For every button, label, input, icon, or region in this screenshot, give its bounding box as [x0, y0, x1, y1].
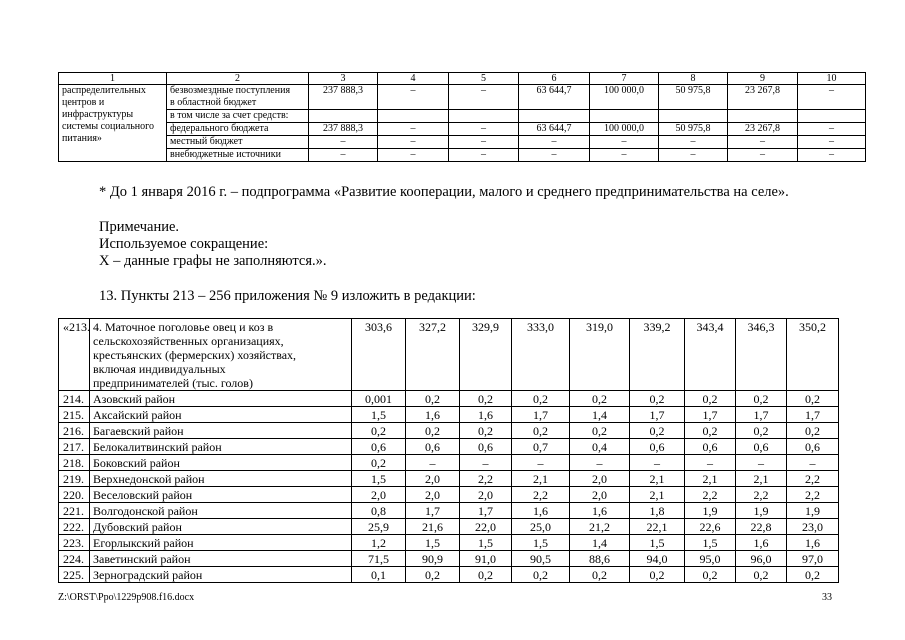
amount-cell: 23 267,8 — [728, 123, 798, 136]
amount-cell: 63 644,7 — [519, 123, 590, 136]
value-cell: 343,4 — [685, 319, 736, 391]
column-number: 8 — [659, 73, 728, 85]
amount-cell: – — [378, 85, 449, 110]
budget-table — [58, 72, 866, 162]
value-cell: 1,4 — [570, 535, 630, 551]
district-name: Аксайский район — [90, 407, 352, 423]
amount-cell: 50 975,8 — [659, 123, 728, 136]
value-cell: 1,2 — [352, 535, 406, 551]
page-number: 33 — [822, 592, 832, 603]
value-cell: – — [787, 455, 839, 471]
value-cell: 1,7 — [736, 407, 787, 423]
funding-source-label: федерального бюджета — [167, 123, 309, 136]
value-cell: 303,6 — [352, 319, 406, 391]
row-index: 214. — [59, 391, 90, 407]
value-cell: 0,2 — [630, 423, 685, 439]
program-name-cell: распределительных центров и инфраструктуры системы социального питания» — [59, 85, 167, 162]
amount-cell — [309, 110, 378, 123]
row-index: 223. — [59, 535, 90, 551]
value-cell: 2,0 — [570, 487, 630, 503]
value-cell: 0,6 — [460, 439, 512, 455]
value-cell: 1,7 — [406, 503, 460, 519]
district-name: Белокалитвинский район — [90, 439, 352, 455]
value-cell: 2,2 — [787, 471, 839, 487]
value-cell: 1,6 — [787, 535, 839, 551]
value-cell: 0,2 — [736, 391, 787, 407]
value-cell: 1,6 — [512, 503, 570, 519]
row-index: 221. — [59, 503, 90, 519]
table-row — [59, 136, 866, 149]
column-number: 9 — [728, 73, 798, 85]
value-cell: 1,7 — [460, 503, 512, 519]
value-cell: 1,5 — [352, 471, 406, 487]
table-row — [59, 487, 839, 503]
amount-cell — [659, 110, 728, 123]
value-cell: 0,2 — [406, 567, 460, 583]
amount-cell: – — [378, 123, 449, 136]
district-name: Боковский район — [90, 455, 352, 471]
value-cell: 97,0 — [787, 551, 839, 567]
amount-cell: – — [728, 149, 798, 162]
amount-cell: – — [798, 149, 866, 162]
amount-cell: 100 000,0 — [590, 123, 659, 136]
value-cell: 0,2 — [570, 567, 630, 583]
column-number: 5 — [449, 73, 519, 85]
amount-cell — [449, 110, 519, 123]
value-cell: 1,6 — [736, 535, 787, 551]
value-cell: 329,9 — [460, 319, 512, 391]
livestock-table-body — [59, 319, 839, 583]
value-cell: 0,2 — [352, 455, 406, 471]
value-cell: 1,8 — [630, 503, 685, 519]
value-cell: 1,5 — [406, 535, 460, 551]
row-index: 222. — [59, 519, 90, 535]
value-cell: 1,7 — [787, 407, 839, 423]
value-cell: 0,2 — [460, 423, 512, 439]
value-cell: 25,0 — [512, 519, 570, 535]
amount-cell — [519, 110, 590, 123]
value-cell: 0,2 — [512, 423, 570, 439]
row-index: 215. — [59, 407, 90, 423]
note-abbreviation: Используемое сокращение: — [99, 236, 269, 252]
amount-cell — [378, 110, 449, 123]
value-cell: 0,2 — [406, 391, 460, 407]
row-index: 224. — [59, 551, 90, 567]
column-number: 4 — [378, 73, 449, 85]
value-cell: 2,2 — [460, 471, 512, 487]
district-name: Зерноградский район — [90, 567, 352, 583]
value-cell: 0,2 — [787, 423, 839, 439]
value-cell: 2,0 — [406, 471, 460, 487]
district-name: Азовский район — [90, 391, 352, 407]
value-cell: – — [512, 455, 570, 471]
amount-cell: – — [309, 136, 378, 149]
table-row — [59, 519, 839, 535]
value-cell: 22,0 — [460, 519, 512, 535]
district-name: Веселовский район — [90, 487, 352, 503]
value-cell: 0,1 — [352, 567, 406, 583]
value-cell: 2,1 — [630, 471, 685, 487]
value-cell: 0,2 — [787, 567, 839, 583]
table-row — [59, 471, 839, 487]
column-number: 10 — [798, 73, 866, 85]
value-cell: 0,8 — [352, 503, 406, 519]
item-13-text: 13. Пункты 213 – 256 приложения № 9 изложить в редакции: — [99, 288, 476, 304]
note-title: Примечание. — [99, 219, 180, 235]
indicator-name: 4. Маточное поголовье овец и коз в сельскохозяйственных организациях, крестьянских (фермерских) хозяйствах, включая индивидуальных предпринимателей (тыс. голов) — [90, 319, 352, 391]
value-cell: 333,0 — [512, 319, 570, 391]
value-cell: 0,2 — [460, 391, 512, 407]
table-row — [59, 535, 839, 551]
amount-cell: – — [378, 149, 449, 162]
table-row — [59, 503, 839, 519]
value-cell: 2,2 — [512, 487, 570, 503]
value-cell: 2,1 — [736, 471, 787, 487]
table-row — [59, 85, 866, 110]
value-cell: 1,7 — [512, 407, 570, 423]
value-cell: 1,5 — [352, 407, 406, 423]
row-index: «213. — [59, 319, 90, 391]
value-cell: 91,0 — [460, 551, 512, 567]
value-cell: – — [630, 455, 685, 471]
value-cell: 0,2 — [736, 567, 787, 583]
table-row — [59, 391, 839, 407]
value-cell: 0,7 — [512, 439, 570, 455]
table-row — [59, 319, 839, 391]
column-number: 1 — [59, 73, 167, 85]
district-name: Волгодонской район — [90, 503, 352, 519]
table-row — [59, 110, 866, 123]
value-cell: 21,6 — [406, 519, 460, 535]
value-cell: 0,001 — [352, 391, 406, 407]
district-name: Заветинский район — [90, 551, 352, 567]
amount-cell: – — [659, 136, 728, 149]
value-cell: 0,2 — [512, 567, 570, 583]
amount-cell: – — [798, 136, 866, 149]
value-cell: 0,2 — [352, 423, 406, 439]
table-row — [59, 423, 839, 439]
amount-cell: – — [798, 123, 866, 136]
budget-table-body — [59, 73, 866, 162]
funding-source-label: внебюджетные источники — [167, 149, 309, 162]
note-x-definition: Х – данные графы не заполняются.». — [99, 253, 327, 269]
value-cell: 0,2 — [630, 567, 685, 583]
value-cell: 0,2 — [570, 423, 630, 439]
district-name: Дубовский район — [90, 519, 352, 535]
value-cell: 90,5 — [512, 551, 570, 567]
value-cell: 0,2 — [787, 391, 839, 407]
amount-cell — [728, 110, 798, 123]
column-number: 7 — [590, 73, 659, 85]
footnote-text: * До 1 января 2016 г. – подпрограмма «Развитие кооперации, малого и среднего предпринимательства на селе». — [99, 184, 789, 200]
value-cell: 2,0 — [570, 471, 630, 487]
value-cell: 0,6 — [352, 439, 406, 455]
amount-cell: – — [659, 149, 728, 162]
amount-cell: – — [728, 136, 798, 149]
value-cell: 0,2 — [685, 423, 736, 439]
amount-cell: 63 644,7 — [519, 85, 590, 110]
amount-cell — [590, 110, 659, 123]
column-number: 6 — [519, 73, 590, 85]
amount-cell: – — [309, 149, 378, 162]
row-index: 216. — [59, 423, 90, 439]
table-row — [59, 455, 839, 471]
district-name: Багаевский район — [90, 423, 352, 439]
value-cell: 0,6 — [630, 439, 685, 455]
value-cell: 1,6 — [570, 503, 630, 519]
district-name: Верхнедонской район — [90, 471, 352, 487]
value-cell: 2,2 — [685, 487, 736, 503]
livestock-table — [58, 318, 839, 583]
value-cell: 1,4 — [570, 407, 630, 423]
funding-source-label: безвозмездные поступления в областной бюджет — [167, 85, 309, 110]
value-cell: 2,2 — [736, 487, 787, 503]
value-cell: 1,9 — [685, 503, 736, 519]
value-cell: 2,0 — [460, 487, 512, 503]
amount-cell: – — [798, 85, 866, 110]
value-cell: 0,6 — [736, 439, 787, 455]
value-cell: 0,2 — [512, 391, 570, 407]
amount-cell: – — [449, 149, 519, 162]
value-cell: 1,5 — [460, 535, 512, 551]
file-path: Z:\ORST\Ppo\1229p908.f16.docx — [58, 592, 195, 603]
value-cell: – — [685, 455, 736, 471]
amount-cell: 23 267,8 — [728, 85, 798, 110]
amount-cell: 50 975,8 — [659, 85, 728, 110]
value-cell: – — [570, 455, 630, 471]
table-row — [59, 407, 839, 423]
value-cell: 23,0 — [787, 519, 839, 535]
value-cell: 2,0 — [352, 487, 406, 503]
value-cell: 0,2 — [406, 423, 460, 439]
value-cell: 1,9 — [787, 503, 839, 519]
value-cell: 0,2 — [736, 423, 787, 439]
value-cell: 319,0 — [570, 319, 630, 391]
value-cell: 1,6 — [406, 407, 460, 423]
value-cell: 22,1 — [630, 519, 685, 535]
amount-cell: – — [449, 85, 519, 110]
value-cell: 71,5 — [352, 551, 406, 567]
row-index: 220. — [59, 487, 90, 503]
value-cell: 339,2 — [630, 319, 685, 391]
amount-cell: 100 000,0 — [590, 85, 659, 110]
row-index: 225. — [59, 567, 90, 583]
value-cell: 0,6 — [685, 439, 736, 455]
value-cell: 0,2 — [460, 567, 512, 583]
value-cell: 0,2 — [685, 567, 736, 583]
column-number: 2 — [167, 73, 309, 85]
value-cell: 22,8 — [736, 519, 787, 535]
value-cell: 1,7 — [630, 407, 685, 423]
district-name: Егорлыкский район — [90, 535, 352, 551]
table-row — [59, 439, 839, 455]
value-cell: 96,0 — [736, 551, 787, 567]
value-cell: 2,1 — [512, 471, 570, 487]
value-cell: 2,1 — [685, 471, 736, 487]
amount-cell: 237 888,3 — [309, 85, 378, 110]
value-cell: – — [406, 455, 460, 471]
value-cell: 22,6 — [685, 519, 736, 535]
amount-cell: – — [590, 136, 659, 149]
row-index: 219. — [59, 471, 90, 487]
amount-cell: – — [449, 123, 519, 136]
table-row — [59, 149, 866, 162]
value-cell: 21,2 — [570, 519, 630, 535]
value-cell: 0,2 — [630, 391, 685, 407]
value-cell: 1,5 — [630, 535, 685, 551]
amount-cell: – — [519, 149, 590, 162]
funding-source-label: местный бюджет — [167, 136, 309, 149]
amount-cell: – — [519, 136, 590, 149]
amount-cell — [798, 110, 866, 123]
value-cell: 1,5 — [685, 535, 736, 551]
value-cell: 0,2 — [570, 391, 630, 407]
amount-cell: – — [378, 136, 449, 149]
value-cell: 88,6 — [570, 551, 630, 567]
value-cell: 327,2 — [406, 319, 460, 391]
value-cell: 1,7 — [685, 407, 736, 423]
table-row — [59, 567, 839, 583]
column-number: 3 — [309, 73, 378, 85]
value-cell: 1,9 — [736, 503, 787, 519]
amount-cell: – — [449, 136, 519, 149]
value-cell: 90,9 — [406, 551, 460, 567]
value-cell: 2,1 — [630, 487, 685, 503]
value-cell: 1,5 — [512, 535, 570, 551]
value-cell: – — [736, 455, 787, 471]
row-index: 217. — [59, 439, 90, 455]
value-cell: 0,4 — [570, 439, 630, 455]
value-cell: 1,6 — [460, 407, 512, 423]
table-row — [59, 551, 839, 567]
budget-table-header-row — [59, 73, 866, 85]
value-cell: 25,9 — [352, 519, 406, 535]
table-row — [59, 123, 866, 136]
value-cell: 0,6 — [406, 439, 460, 455]
row-index: 218. — [59, 455, 90, 471]
amount-cell: 237 888,3 — [309, 123, 378, 136]
value-cell: 0,6 — [787, 439, 839, 455]
value-cell: 94,0 — [630, 551, 685, 567]
value-cell: 346,3 — [736, 319, 787, 391]
amount-cell: – — [590, 149, 659, 162]
value-cell: 2,0 — [406, 487, 460, 503]
value-cell: 0,2 — [685, 391, 736, 407]
value-cell: 350,2 — [787, 319, 839, 391]
funding-source-label: в том числе за счет средств: — [167, 110, 309, 123]
value-cell: – — [460, 455, 512, 471]
value-cell: 2,2 — [787, 487, 839, 503]
value-cell: 95,0 — [685, 551, 736, 567]
